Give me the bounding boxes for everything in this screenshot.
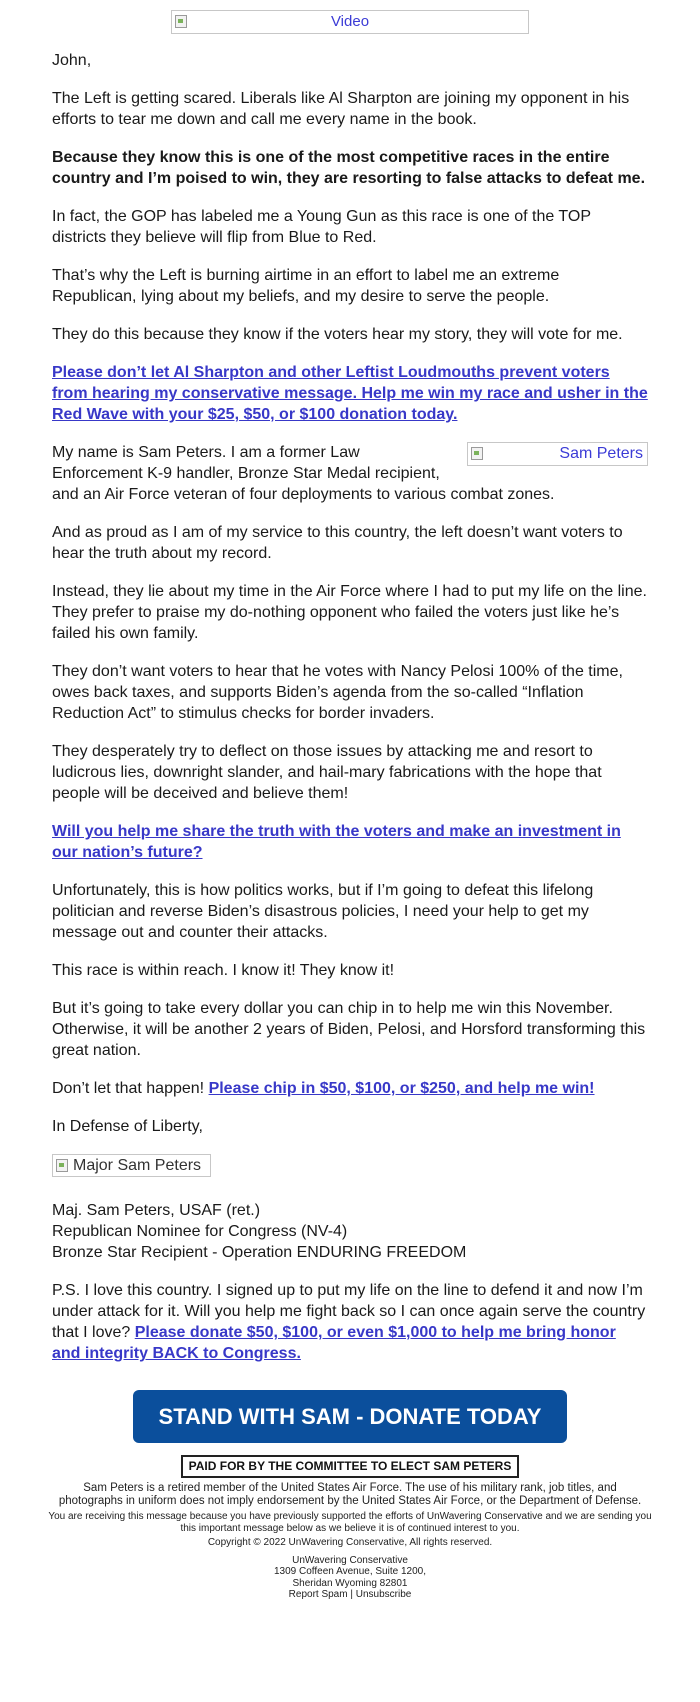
- paragraph-3: In fact, the GOP has labeled me a Young Gun as this race is one of the TOP districts they believe will flip from Blue to Red.: [52, 208, 591, 246]
- photo-alt-text: Sam Peters: [559, 445, 643, 462]
- sam-peters-photo[interactable]: [467, 442, 648, 466]
- paragraph-12: This race is within reach. I know it! They know it!: [52, 962, 395, 979]
- paragraph-9: They don’t want voters to hear that he votes with Nancy Pelosi 100% of the time, owes back taxes, and supports Biden’s agenda from the so-called “Inflation Reduction Act” to stimulus checks for border invaders.: [52, 663, 623, 722]
- greeting: John,: [52, 52, 92, 69]
- donate-link-3[interactable]: Please chip in $50, $100, or $250, and help me win!: [208, 1080, 595, 1097]
- broken-image-icon: [175, 15, 187, 28]
- postscript-text: P.S. I love this country. I signed up to put my life on the line to defend it and now I’m under attack for it. Will you help me fight back so I can once again serve the country that I love?: [52, 1282, 646, 1341]
- paragraph-8: Instead, they lie about my time in the Air Force where I had to put my life on the line. They prefer to praise my do-nothing opponent who failed the voters just like he’s failed his own family.: [52, 583, 647, 642]
- paragraph-14: [52, 1078, 648, 1099]
- signature-image-row: [52, 1154, 648, 1183]
- video-alt-text: Video: [330, 13, 370, 30]
- donate-today-button[interactable]: STAND WITH SAM - DONATE TODAY: [133, 1390, 567, 1443]
- signature-image: [52, 1154, 211, 1177]
- signature-line-1: Maj. Sam Peters, USAF (ret.): [52, 1202, 261, 1219]
- paid-for-notice: PAID FOR BY THE COMMITTEE TO ELECT SAM PETERS: [181, 1455, 520, 1478]
- paragraph-6-text: My name is Sam Peters. I am a former Law Enforcement K-9 handler, Bronze Star Medal recipient, and an Air Force veteran of four deployments to various combat zones.: [52, 444, 555, 503]
- address-line-2: Sheridan Wyoming 82801: [292, 1577, 408, 1589]
- broken-image-icon: [56, 1159, 68, 1172]
- email-body: [0, 10, 700, 1601]
- signature-block: [52, 1200, 648, 1263]
- signature-line-2: Republican Nominee for Congress (NV-4): [52, 1223, 348, 1240]
- signature-alt-text: Major Sam Peters: [73, 1157, 202, 1174]
- paragraph-14-text: Don’t let that happen!: [52, 1080, 205, 1097]
- paragraph-1: The Left is getting scared. Liberals like Al Sharpton are joining my opponent in his efforts to tear me down and call me every name in the book.: [52, 90, 630, 128]
- paragraph-2-bold: Because they know this is one of the most competitive races in the entire country and I’m poised to win, they are resorting to false attacks to defeat me.: [52, 149, 646, 187]
- paragraph-6: [52, 442, 648, 505]
- copyright: Copyright © 2022 UnWavering Conservative, All rights reserved.: [207, 1537, 493, 1548]
- address-line-1: 1309 Coffeen Avenue, Suite 1200,: [274, 1566, 426, 1577]
- donate-link-paragraph-2: [52, 821, 648, 863]
- receiving-notice: You are receiving this message because you have previously supported the efforts of UnWavering Conservative and we are sending you this important message below as we believe it is of continued interest to you.: [48, 1511, 652, 1534]
- donate-link-4[interactable]: Please donate $50, $100, or even $1,000 to help me bring honor and integrity BACK to Congress.: [52, 1324, 616, 1362]
- paragraph-13: But it’s going to take every dollar you can chip in to help me win this November. Otherwise, it will be another 2 years of Biden, Pelosi, and Horsford transforming this great nation.: [52, 1000, 646, 1059]
- footer-address: [0, 1555, 700, 1601]
- org-name: UnWavering Conservative: [292, 1554, 408, 1566]
- unsubscribe-link[interactable]: Unsubscribe: [355, 1589, 412, 1600]
- donate-link-paragraph-1: [52, 362, 648, 425]
- paragraph-10: They desperately try to deflect on those issues by attacking me and resort to ludicrous lies, downright slander, and hail-mary fabrications with the hope that people will be deceived and believe them!: [52, 743, 602, 802]
- paragraph-5: They do this because they know if the voters hear my story, they will vote for me.: [52, 326, 623, 343]
- donate-link-1[interactable]: Please don’t let Al Sharpton and other Leftist Loudmouths prevent voters from hearing my conservative message. Help me win my race and usher in the Red Wave with your $25, $50, or $100 donation today.: [52, 364, 648, 423]
- signature-line-3: Bronze Star Recipient - Operation ENDURING FREEDOM: [52, 1244, 467, 1261]
- closing: In Defense of Liberty,: [52, 1118, 203, 1135]
- footer-separator: |: [350, 1589, 353, 1600]
- paragraph-7: And as proud as I am of my service to this country, the left doesn’t want voters to hear the truth about my record.: [52, 524, 623, 562]
- cta-container: [0, 1390, 700, 1443]
- broken-image-icon: [471, 447, 483, 460]
- report-spam-link[interactable]: Report Spam: [288, 1589, 348, 1600]
- donate-link-2[interactable]: Will you help me share the truth with the voters and make an investment in our nation’s future?: [52, 823, 621, 861]
- footer-links: [0, 1589, 700, 1601]
- paragraph-4: That’s why the Left is burning airtime in an effort to label me an extreme Republican, lying about my beliefs, and my desire to serve the people.: [52, 267, 560, 305]
- military-disclaimer: Sam Peters is a retired member of the United States Air Force. The use of his military rank, job titles, and photographs in uniform does not imply endorsement by the United States Air Force, or the Department of Defense.: [58, 1482, 642, 1507]
- postscript: [52, 1280, 648, 1364]
- video-image[interactable]: [171, 10, 529, 34]
- paragraph-11: Unfortunately, this is how politics works, but if I’m going to defeat this lifelong politician and reverse Biden’s disastrous policies, I need your help to get my message out and counter their attacks.: [52, 882, 594, 941]
- letter-content: [0, 50, 700, 1364]
- paid-for-container: [0, 1455, 700, 1478]
